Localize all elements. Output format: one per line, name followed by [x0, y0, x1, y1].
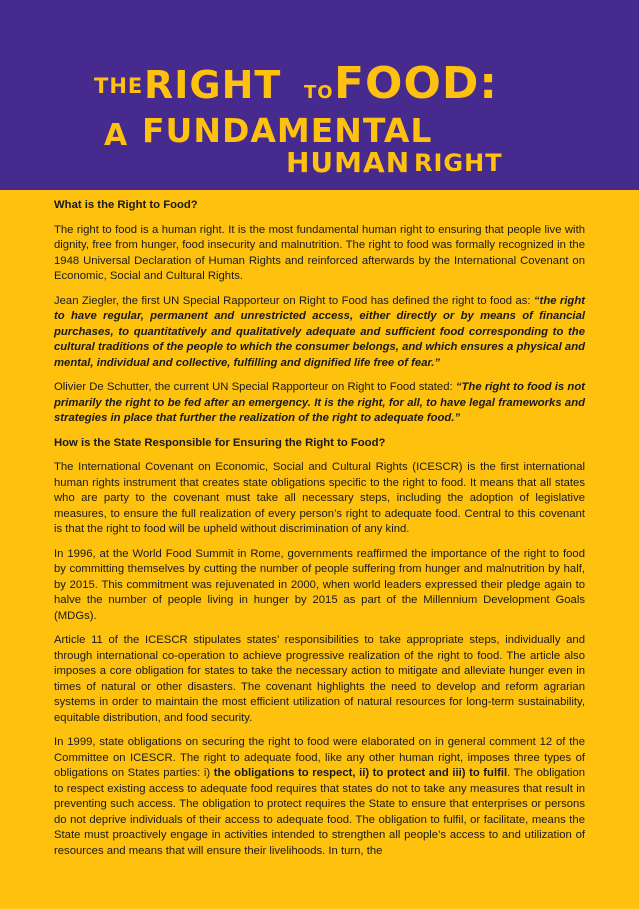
- title-food: FOOD:: [334, 58, 498, 109]
- paragraph-ziegler: [54, 294, 585, 372]
- section-heading-what: What is the Right to Food?: [54, 199, 198, 211]
- document-body: [0, 190, 639, 859]
- title-right: RIGHT: [144, 63, 282, 107]
- paragraph-article-11: Article 11 of the ICESCR stipulates states’ responsibilities to take appropriate steps, individually and through international co-operation to achieve progressive realization of the right to food. The article also imposes a core obligation for states to take the necessary action to mitigate and alleviate hunger even in times of natural or other disasters. The covenant highlights the need to develop and reform agrarian systems in order to maintain the most efficient utilization of natural resources for long-term sustainability, equitable distribution, and food security.: [54, 634, 585, 724]
- obligations-rest: . The obligation to respect existing access to adequate food requires that states do not to take any measures that result in preventing such access. The obligation to protect requires the State to ensure that enterprises or persons do not deprive individuals of their access to adequate food. The obligation to fulfil, or facilitate, means the State must proactively engage in activities intended to strengthen all people’s access to and utilization of resources and means that will ensure their livelihoods. In turn, the: [54, 767, 586, 857]
- title-human: HUMAN: [286, 146, 411, 179]
- title-to: TO: [304, 82, 334, 103]
- paragraph-world-food-summit: In 1996, at the World Food Summit in Rome, governments reaffirmed the importance of the right to food by committing themselves by cutting the number of people suffering from hunger and malnutrition by half, by 2015. This commitment was rejuvenated in 2000, when world leaders expressed their pledge again to halve the number of people living in hunger by 2015 as part of the Millennium Development Goals (MDGs).: [54, 547, 585, 622]
- obligations-intro: In 1999, state obligations on securing the right to food were elaborated on in general comment 12 of the Committee on ICESCR. The right to adequate food, like any other human right, imposes three types of obligations on States parties: i): [54, 736, 585, 779]
- title-right-2: RIGHT: [414, 149, 503, 177]
- ziegler-quote: “the right to have regular, permanent and unrestricted access, either directly or by means of financial purchases, to quantitatively and qualitatively adequate and sufficient food corresponding to the cultural traditions of the people to which the consumer belongs, and which ensures a physical and mental, individual and collective, fulfilling and dignified life free of fear.”: [54, 294, 585, 369]
- de-schutter-quote: “The right to food is not primarily the right to be fed after an emergency. It is the right, for all, to have legal frameworks and strategies in place that further the realization of the right to adequate food.”: [54, 381, 585, 424]
- title-a: A: [104, 118, 129, 153]
- paragraph-obligations: [54, 735, 585, 859]
- title-fundamental: FUNDAMENTAL: [142, 111, 433, 150]
- paragraph-icescr: The International Covenant on Economic, Social and Cultural Rights (ICESCR) is the first international human rights instrument that creates state obligations specific to the right to food. It means that all states who are party to the covenant must take all necessary steps, including the adoption of legislative measures, to ensure the full realization of every person’s right to adequate food. Central to this covenant is that the right to food will be upheld without discrimination of any kind.: [54, 461, 585, 535]
- paragraph-de-schutter: [54, 380, 585, 427]
- paragraph-definition: The right to food is a human right. It is the most fundamental human right to ensuring that people live with dignity, free from hunger, food insecurity and malnutrition. The right to food was formally recognized in the 1948 Universal Declaration of Human Rights and reinforced afterwards by the International Covenant on Economic, Social and Cultural Rights.: [54, 223, 585, 282]
- obligations-bold: the obligations to respect, ii) to protect and iii) to fulfil: [213, 767, 508, 779]
- section-heading-state: How is the State Responsible for Ensuring the Right to Food?: [54, 436, 386, 449]
- de-schutter-intro: Olivier De Schutter, the current UN Special Rapporteur on Right to Food stated:: [54, 381, 456, 393]
- ziegler-intro: Jean Ziegler, the first UN Special Rapporteur on Right to Food has defined the right to food as:: [54, 294, 534, 307]
- title-banner: [0, 0, 639, 190]
- title-the: THE: [94, 74, 144, 98]
